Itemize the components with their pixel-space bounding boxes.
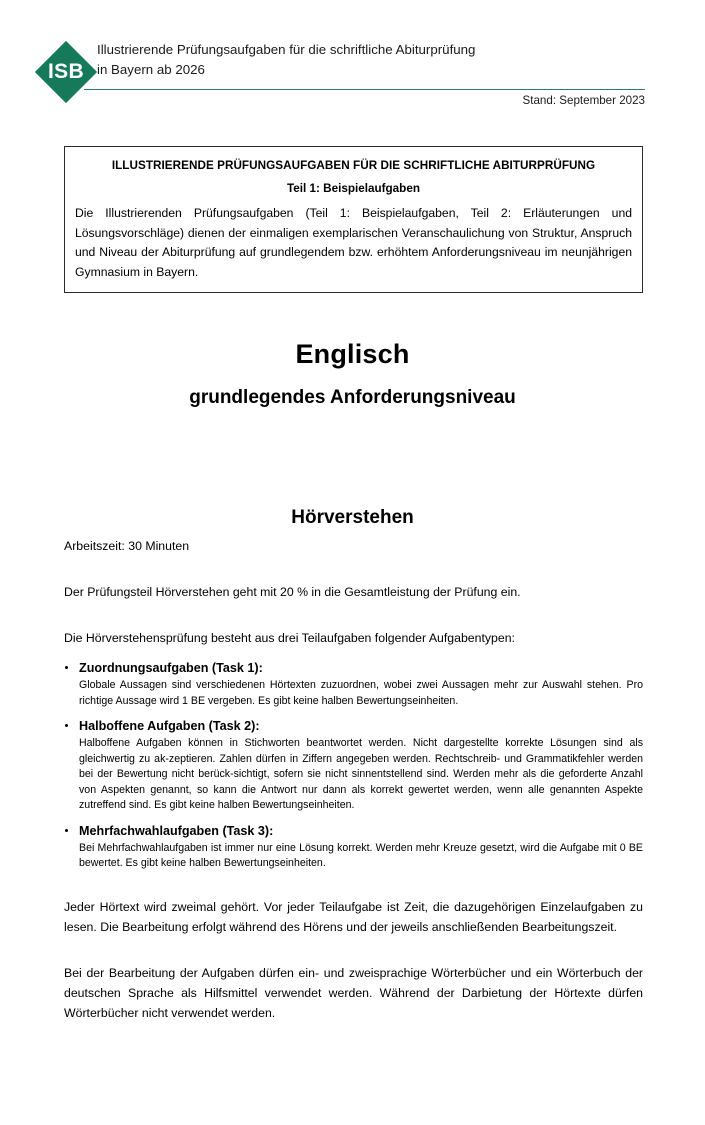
section-title: Hörverstehen [291, 507, 414, 528]
info-box-title: ILLUSTRIERENDE PRÜFUNGSAUFGABEN FÜR DIE SCHRIFTLICHE ABITURPRÜFUNG [111, 159, 596, 172]
main-content [64, 537, 643, 1023]
header-title-line-2: in Bayern ab 2026 [97, 62, 205, 77]
task-type-heading: Zuordnungsaufgaben (Task 1): [79, 661, 263, 675]
list-item [64, 823, 643, 872]
isb-logo [35, 41, 97, 103]
header-title [97, 40, 645, 80]
page-header [0, 0, 705, 118]
weighting-paragraph: Der Prüfungsteil Hörverstehen geht mit 20 % in die Gesamtleistung der Prüfung ein. [64, 585, 521, 599]
subject-level: grundlegendes Anforderungsniveau [189, 387, 516, 408]
task-types-intro: Die Hörverstehensprüfung besteht aus drei Teilaufgaben folgender Aufgabentypen: [64, 631, 515, 645]
task-type-body: Halboffene Aufgaben können in Stichworten beantwortet werden. Nicht dargestellte korrekte Lösungen sind als gleichwertig zu ak-zeptieren. Zahlen dürfen in Ziffern angegeben werden. Rechtschreib- und Grammatikfehler werden bei der Bewertung nicht berück-sichtigt, sofern sie nicht sinnentstellend sind. Werden mehr als die geforderte Anzahl von Aspekten genannt, so kann die Antwort nur dann als korrekt gewertet werden, wenn alle genannten Aspekte zutreffend sind. Es gibt keine halben Bewertungseinheiten. [79, 737, 643, 811]
info-box-subtitle: Teil 1: Beispielaufgaben [287, 182, 420, 195]
bullet-point-icon [65, 724, 68, 727]
logo-text: ISB [48, 60, 84, 83]
task-type-heading: Halboffene Aufgaben (Task 2): [79, 719, 260, 733]
hearing-procedure-paragraph: Jeder Hörtext wird zweimal gehört. Vor jeder Teilaufgabe ist Zeit, die dazugehörigen Einzelaufgaben zu lesen. Die Bearbeitung erfolgt während des Hörens und der jeweils anschließenden Bearbeitungszeit. [64, 899, 643, 934]
task-types-list [64, 660, 643, 872]
info-box-body: Die Illustrierenden Prüfungsaufgaben (Teil 1: Beispielaufgaben, Teil 2: Erläuterungen und Lösungsvorschläge) dienen der einmaligen exemplarischen Veranschaulichung von Struktur, Anspruch und Niveau der Abiturprüfung auf grundlegendem bzw. erhöhtem Anforderungsniveau im neunjährigen Gymnasium in Bayern. [75, 206, 632, 279]
list-item [64, 660, 643, 709]
bullet-point-icon [65, 666, 68, 669]
bullet-point-icon [65, 829, 68, 832]
task-type-heading: Mehrfachwahlaufgaben (Task 3): [79, 823, 274, 838]
working-time-label: Arbeitszeit: 30 Minuten [64, 539, 190, 553]
header-status-date: Stand: September 2023 [522, 94, 645, 107]
list-item [64, 718, 643, 814]
info-box [64, 146, 643, 293]
header-divider-rule [84, 89, 645, 90]
header-title-line-1: Illustrierende Prüfungsaufgaben für die schriftliche Abiturprüfung [97, 42, 476, 57]
task-type-body: Bei Mehrfachwahlaufgaben ist immer nur eine Lösung korrekt. Werden mehr Kreuze gesetzt, wird die Aufgabe mit 0 BE bewertet. Es gibt keine halben Bewertungseinheiten. [79, 841, 643, 869]
subject-title: Englisch [295, 339, 410, 369]
task-type-body: Globale Aussagen sind verschiedenen Hörtexten zuzuordnen, wobei zwei Aussagen mehr zur Auswahl stehen. Pro richtige Aussage wird 1 BE vergeben. Es gibt keine halben Bewertungseinheiten. [79, 679, 643, 707]
dictionary-rules-paragraph: Bei der Bearbeitung der Aufgaben dürfen ein- und zweisprachige Wörterbücher und ein Wörterbuch der deutschen Sprache als Hilfsmittel verwendet werden. Während der Darbietung der Hörtexte dürfen Wörterbücher nicht verwendet werden. [64, 965, 643, 1020]
